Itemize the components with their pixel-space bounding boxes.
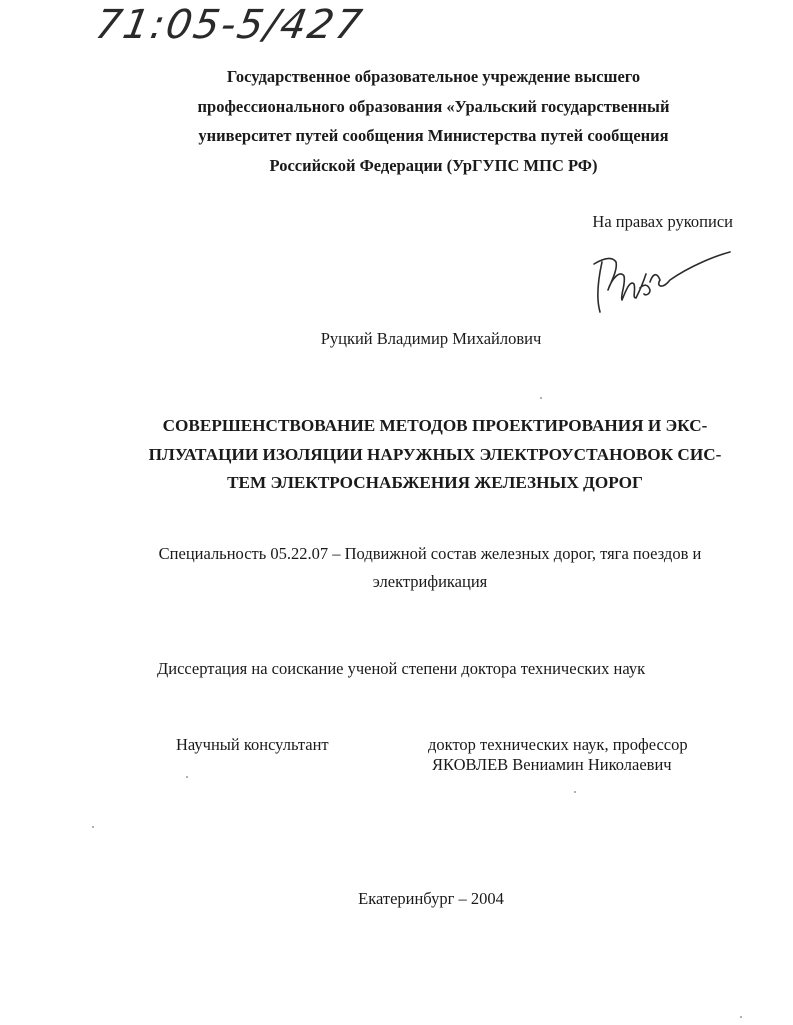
- consultant-name: ЯКОВЛЕВ Вениамин Николаевич: [432, 755, 672, 774]
- city-year: Екатеринбург – 2004: [358, 889, 504, 908]
- degree-statement: Диссертация на соискание ученой степени доктора технических наук: [157, 659, 646, 678]
- consultant-info: [428, 735, 688, 775]
- scan-speck: [186, 776, 188, 778]
- institution-line: Российской Федерации (УрГУПС МПС РФ): [269, 155, 598, 175]
- specialty-line: Специальность 05.22.07 – Подвижной состав железных дорог, тяга поездов и: [158, 544, 702, 563]
- scan-speck: [540, 397, 542, 399]
- title-line: ПЛУАТАЦИИ ИЗОЛЯЦИИ НАРУЖНЫХ ЭЛЕКТРОУСТАНОВОК СИС-: [148, 444, 722, 464]
- institution-line: университет путей сообщения Министерства путей сообщения: [198, 126, 669, 145]
- scan-speck: [574, 791, 576, 793]
- author-name: Руцкий Владимир Михайлович: [320, 329, 542, 348]
- institution-line: Государственное образовательное учреждение высшего: [226, 67, 641, 86]
- signature-icon: [590, 240, 735, 320]
- consultant-credentials: доктор технических наук, профессор: [428, 735, 688, 754]
- title-line: СОВЕРШЕНСТВОВАНИЕ МЕТОДОВ ПРОЕКТИРОВАНИЯ И ЭКС-: [162, 416, 708, 435]
- consultant-label: Научный консультант: [176, 735, 329, 754]
- institution-line: профессионального образования «Уральский государственный: [197, 96, 670, 116]
- scan-speck: [740, 1016, 742, 1018]
- handwritten-catalog-number: 71:05-5/427: [91, 2, 368, 48]
- dissertation-title: [130, 412, 740, 498]
- manuscript-rights-note: На правах рукописи: [592, 212, 733, 231]
- scan-speck: [92, 826, 94, 828]
- title-line: ТЕМ ЭЛЕКТРОСНАБЖЕНИЯ ЖЕЛЕЗНЫХ ДОРОГ: [227, 473, 643, 492]
- institution-name: [150, 62, 717, 180]
- specialty-line: электрификация: [372, 572, 488, 591]
- specialty: [130, 540, 730, 596]
